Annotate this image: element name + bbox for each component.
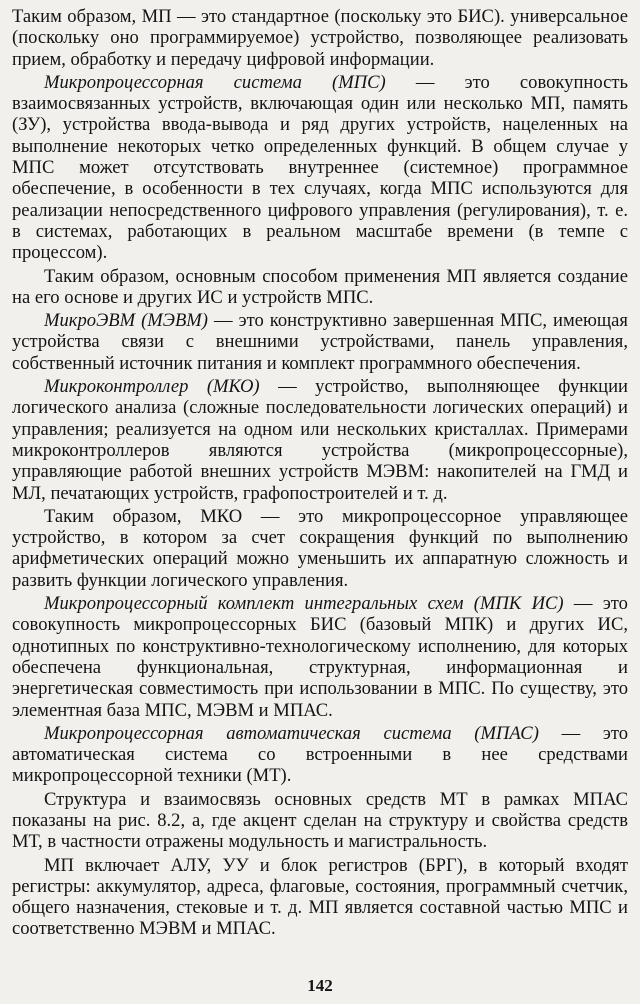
paragraph-text: — устройство, выполняющее функции логического анализа (сложные последовательности логических операций) и управления; реализуется на одном или нескольких кристаллах. Примерами микроконтроллеров являются устройства (микропроцессорные), управляющие работой внешних устройств МЭВМ: накопителей на ГМД и МЛ, печатающих устройств, графопостроителей и т. д. (12, 376, 628, 504)
paragraph-term: Микропроцессорный комплект интегральных схем (МПК ИС) (44, 593, 564, 615)
paragraph-text: МП включает АЛУ, УУ и блок регистров (БРГ), в который входят регистры: аккумулятор, адреса, флаговые, состояния, программный счетчик, общего назначения, стековые и т. д. МП является составной частью МПС и соответственно МЭВМ и МПАС. (12, 854, 628, 940)
paragraph-text: Таким образом, основным способом применения МП является создание на его основе и других ИС и устройств МПС. (12, 265, 628, 308)
paragraph-mp-summary (12, 6, 628, 70)
paragraph-text: Структура и взаимосвязь основных средств МТ в рамках МПАС показаны на рис. 8.2, а, где акцент сделан на структуру и свойства средств МТ, в частности отражены модульность и магистральность. (12, 788, 628, 853)
paragraph-text: — это совокупность взаимосвязанных устройств, включающая один или несколько МП, память (ЗУ), устройства ввода-вывода и ряд других устройств, нацеленных на выполнение некоторых четко определенных функций. В общем случае у МПС может отсутствовать внутреннее (системное) программное обеспечение, в особенности в тех случаях, когда МПС используются для реализации непосредственного цифрового управления (регулирования), т. е. в системах, работающих в реальном масштабе времени (в темпе с процессом). (12, 71, 628, 264)
paragraph-mevm-definition (12, 310, 628, 374)
paragraph-mps-definition (12, 72, 628, 264)
paragraph-text: — это конструктивно завершенная МПС, имеющая устройства связи с внешними устройствами, панель управления, собственный источник питания и комплект программного обеспечения. (12, 310, 628, 374)
paragraph-term: МикроЭВМ (МЭВМ) (44, 310, 208, 332)
paragraph-mko-definition (12, 376, 628, 504)
paragraph-term: Микроконтроллер (МКО) (44, 376, 260, 398)
paragraph-mt-structure (12, 789, 628, 853)
paragraph-mko-summary (12, 506, 628, 591)
paragraph-mpk-definition (12, 593, 628, 721)
paragraph-text: Таким образом, МП — это стандартное (поскольку это БИС). универсальное (поскольку оно программируемое) устройство, позволяющее реализовать прием, обработку и передачу цифровой информации. (12, 6, 628, 70)
page-number: 142 (307, 976, 333, 995)
body-text (12, 6, 628, 940)
paragraph-text: — это автоматическая система со встроенными в нее средствами микропроцессорной техники (МТ). (12, 722, 628, 787)
paragraph-text: — это совокупность микропроцессорных БИС (базовый МПК) и других ИС, однотипных по конструктивно-технологическому исполнению, для которых обеспечена функциональная, структурная, информационная и энергетическая совместимость при использовании в МПС. По существу, это элементная база МПС, МЭВМ и МПАС. (12, 593, 628, 721)
paragraph-mpas-definition (12, 723, 628, 787)
paragraph-term: Микропроцессорная система (МПС) (44, 71, 386, 93)
paragraph-mp-usage (12, 266, 628, 309)
paragraph-mp-composition (12, 855, 628, 940)
paragraph-term: Микропроцессорная автоматическая система (МПАС) (44, 722, 539, 744)
paragraph-text: Таким образом, МКО — это микропроцессорное управляющее устройство, в котором за счет сокращения функций по выполнению арифметических операций можно уменьшить их аппаратную сложность и развить функции логического управления. (12, 505, 628, 591)
